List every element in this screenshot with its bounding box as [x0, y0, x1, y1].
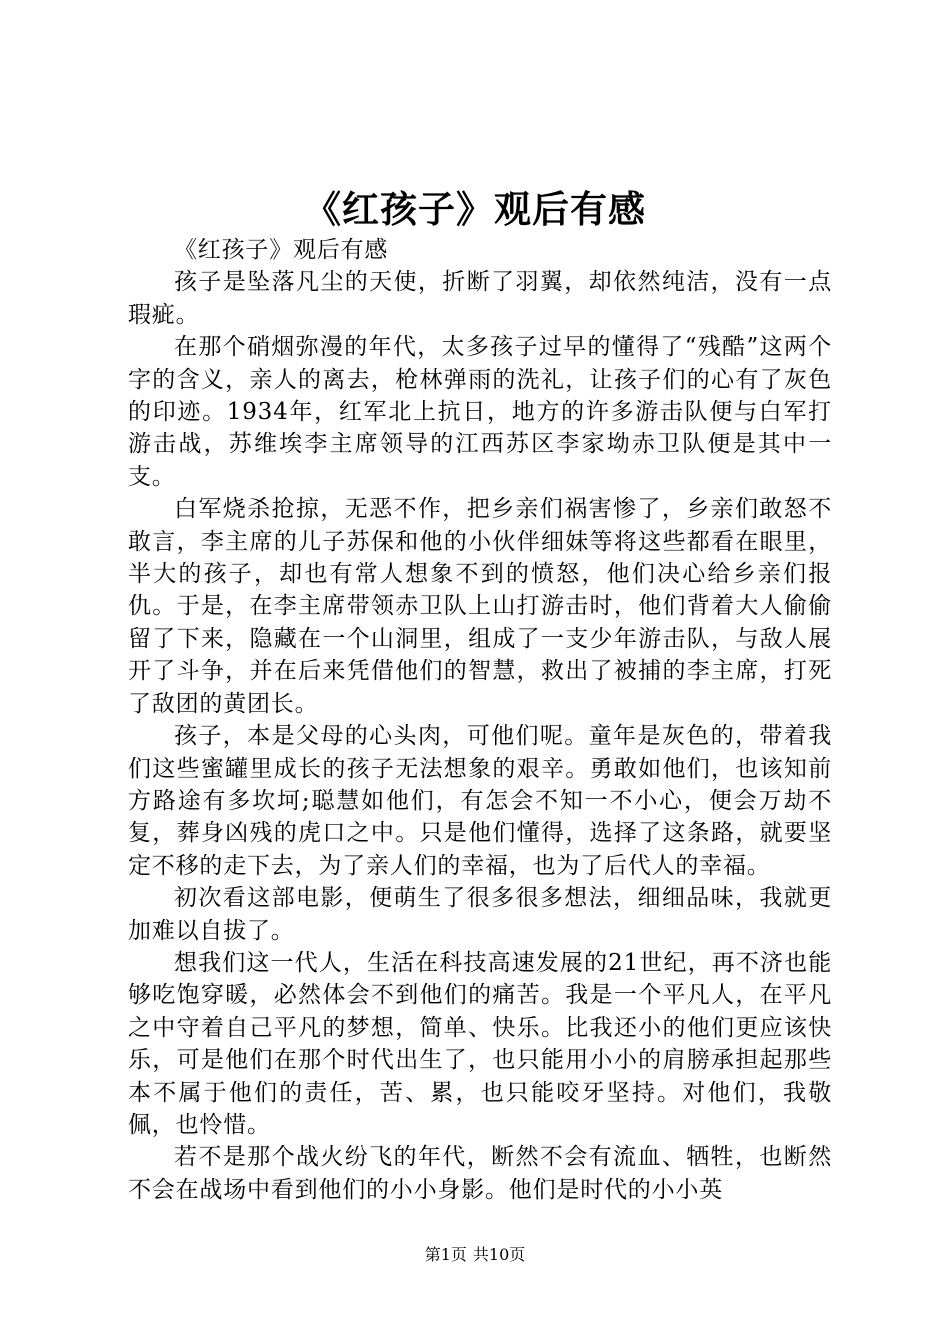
page-total: 共10页: [472, 1245, 526, 1264]
page-number: 第1页: [424, 1245, 467, 1264]
paragraph: 若不是那个战火纷飞的年代，断然不会有流血、牺牲，也断然不会在战场中看到他们的小小身影。他们是时代的小小英: [128, 1144, 832, 1203]
paragraph: 想我们这一代人，生活在科技高速发展的21世纪，再不济也能够吃饱穿暖，必然体会不到他们的痛苦。我是一个平凡人，在平凡之中守着自己平凡的梦想，简单、快乐。比我还小的他们更应该快乐，可是他们在那个时代出生了，也只能用小小的肩膀承担起那些本不属于他们的责任，苦、累，也只能咬牙坚持。对他们，我敬佩，也怜惜。: [128, 949, 832, 1138]
paragraph: 初次看这部电影，便萌生了很多很多想法，细细品味，我就更加难以自拔了。: [128, 885, 832, 944]
document-title: 《红孩子》观后有感: [304, 187, 646, 231]
paragraph: 在那个硝烟弥漫的年代，太多孩子过早的懂得了“残酷”这两个字的含义，亲人的离去，枪林弹雨的洗礼，让孩子们的心有了灰色的印迹。1934年，红军北上抗日，地方的许多游击队便与白军打游击战，苏维埃李主席领导的江西苏区李家坳赤卫队便是其中一支。: [128, 334, 832, 490]
paragraph: 白军烧杀抢掠，无恶不作，把乡亲们祸害惨了，乡亲们敢怒不敢言，李主席的儿子苏保和他的小伙伴细妹等将这些都看在眼里，半大的孩子，却也有常人想象不到的愤怒，他们决心给乡亲们报仇。于是，在李主席带领赤卫队上山打游击时，他们背着大人偷偷留了下来，隐藏在一个山洞里，组成了一支少年游击队，与敌人展开了斗争，并在后来凭借他们的智慧，救出了被捕的李主席，打死了敌团的黄团长。: [128, 496, 832, 717]
paragraph: 孩子是坠落凡尘的天使，折断了羽翼，却依然纯洁，没有一点瑕疵。: [128, 269, 832, 328]
page-footer: [0, 1245, 950, 1265]
document-body: [128, 234, 832, 1206]
paragraph: 孩子，本是父母的心头肉，可他们呢。童年是灰色的，带着我们这些蜜罐里成长的孩子无法想象的艰辛。勇敢如他们，也该知前方路途有多坎坷;聪慧如他们，有怎会不知一不小心，便会万劫不复，葬身凶残的虎口之中。只是他们懂得，选择了这条路，就要坚定不移的走下去，为了亲人们的幸福，也为了后代人的幸福。: [128, 723, 832, 879]
paragraph-subtitle: 《红孩子》观后有感: [174, 237, 389, 263]
